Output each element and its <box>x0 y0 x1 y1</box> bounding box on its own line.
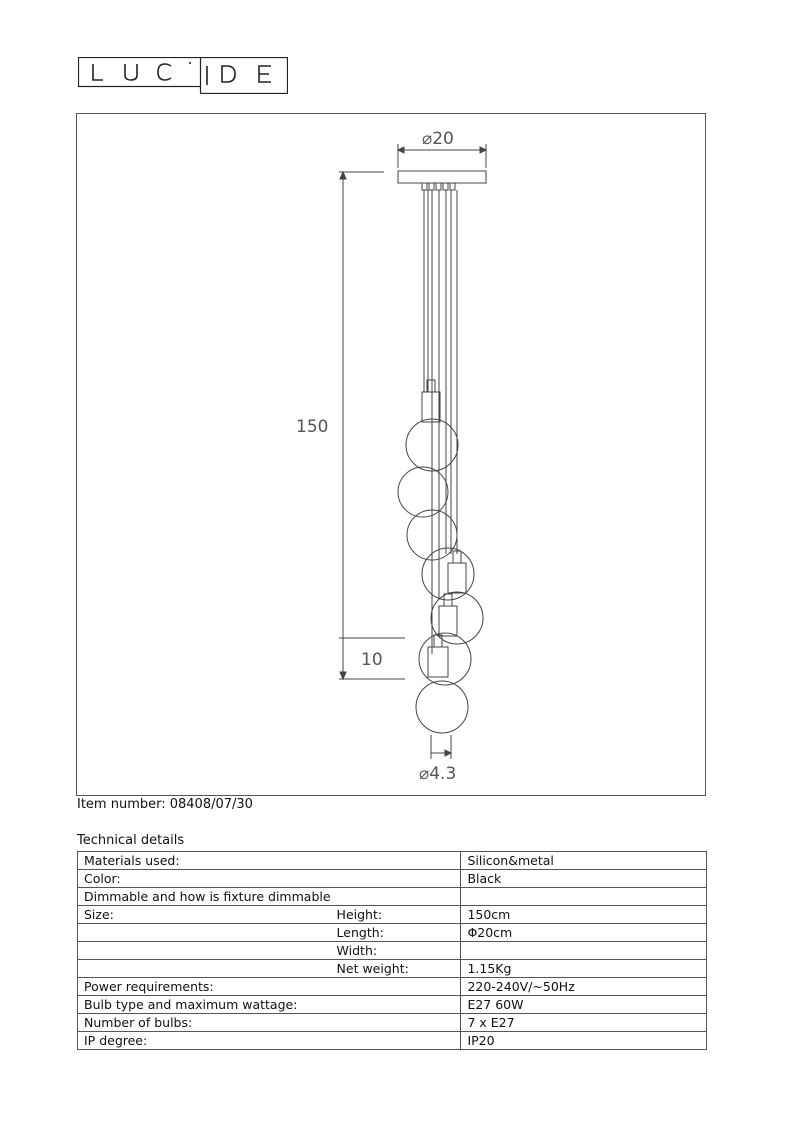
spec-label: Dimmable and how is fixture dimmable <box>78 888 331 906</box>
spec-sublabel: Width: <box>331 942 461 960</box>
pendant-lamp-drawing <box>77 114 707 797</box>
technical-details-table <box>77 851 707 1050</box>
spec-label: IP degree: <box>78 1032 331 1050</box>
technical-drawing <box>76 113 706 796</box>
spec-value <box>461 942 707 960</box>
lucide-logo-icon <box>78 57 288 94</box>
bulb-7 <box>416 681 468 733</box>
spec-sublabel: Height: <box>331 906 461 924</box>
spec-sublabel <box>331 978 461 996</box>
spec-label: Power requirements: <box>78 978 331 996</box>
table-row <box>78 996 707 1014</box>
spec-value: IP20 <box>461 1032 707 1050</box>
table-row <box>78 852 707 870</box>
spec-label: Color: <box>78 870 331 888</box>
socket-4 <box>434 635 442 647</box>
technical-details-title: Technical details <box>77 833 185 848</box>
spec-label <box>78 960 331 978</box>
spec-value: E27 60W <box>461 996 707 1014</box>
spec-label <box>78 924 331 942</box>
spec-label: Materials used: <box>78 852 331 870</box>
table-row <box>78 1032 707 1050</box>
brand-logo <box>78 57 288 94</box>
bulb-diameter-label: ⌀4.3 <box>419 764 457 784</box>
spec-sublabel: Length: <box>331 924 461 942</box>
spec-label: Number of bulbs: <box>78 1014 331 1032</box>
spec-sublabel <box>331 852 461 870</box>
table-row <box>78 924 707 942</box>
spec-sublabel: Net weight: <box>331 960 461 978</box>
segment-label: 10 <box>361 650 383 670</box>
table-row <box>78 960 707 978</box>
spec-label <box>78 942 331 960</box>
spec-value <box>461 888 707 906</box>
spec-value: Black <box>461 870 707 888</box>
spec-value: 220-240V/~50Hz <box>461 978 707 996</box>
table-row <box>78 906 707 924</box>
canopy-plate <box>398 171 486 183</box>
table-row <box>78 942 707 960</box>
table-row <box>78 888 707 906</box>
spec-sublabel <box>331 1032 461 1050</box>
spec-value: Silicon&metal <box>461 852 707 870</box>
spec-sublabel <box>331 1014 461 1032</box>
spec-sublabel <box>331 870 461 888</box>
spec-sublabel <box>331 996 461 1014</box>
spec-label: Bulb type and maximum wattage: <box>78 996 331 1014</box>
spec-sublabel <box>331 888 461 906</box>
item-number: Item number: 08408/07/30 <box>77 797 253 812</box>
height-label: 150 <box>296 417 329 437</box>
canopy-diameter-label: ⌀20 <box>422 129 454 149</box>
spec-value: 1.15Kg <box>461 960 707 978</box>
spec-value: 7 x E27 <box>461 1014 707 1032</box>
bulb-2 <box>398 467 448 517</box>
spec-value: Φ20cm <box>461 924 707 942</box>
spec-label: Size: <box>78 906 331 924</box>
table-row <box>78 978 707 996</box>
table-row <box>78 1014 707 1032</box>
spec-value: 150cm <box>461 906 707 924</box>
table-row <box>78 870 707 888</box>
